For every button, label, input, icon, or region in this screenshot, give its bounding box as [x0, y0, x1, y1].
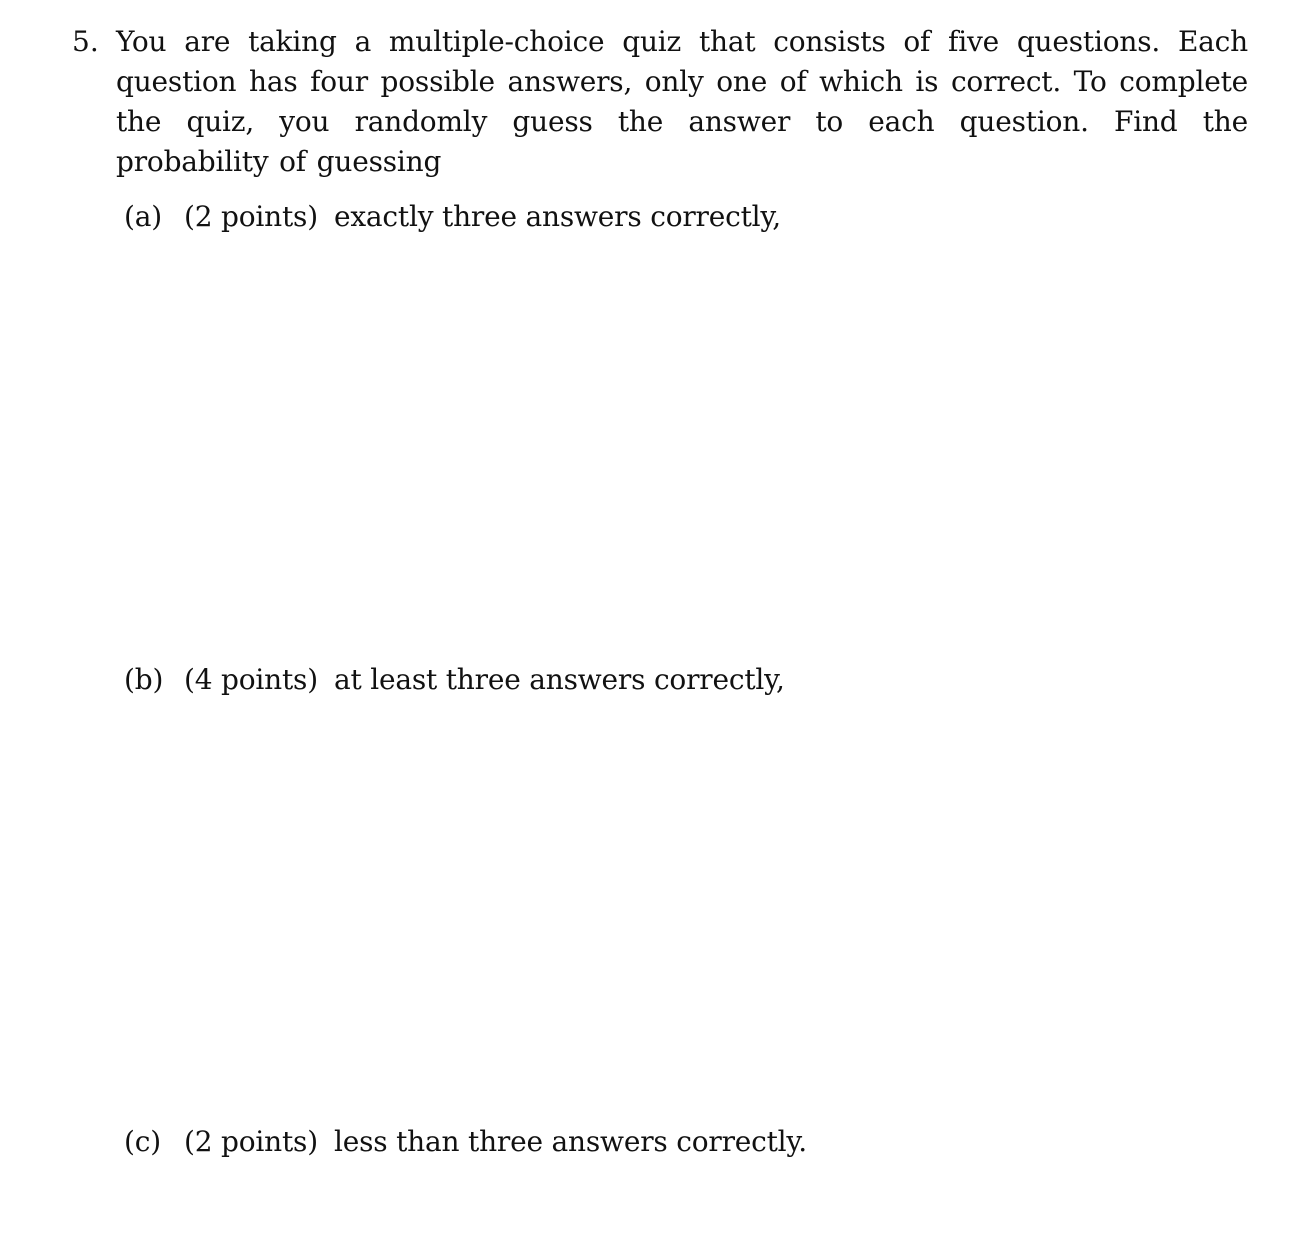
- part-b-text: at least three answers correctly,: [333, 663, 785, 696]
- part-b-points: (4 points): [184, 663, 318, 696]
- problem-5: [72, 22, 1248, 182]
- part-a-answer-space: [124, 245, 1244, 645]
- problem-number: 5.: [72, 25, 99, 58]
- part-a-text: exactly three answers correctly,: [333, 200, 781, 233]
- part-c-points: (2 points): [184, 1125, 318, 1158]
- part-c-label: (c): [124, 1125, 161, 1158]
- part-c: [124, 1122, 807, 1162]
- part-b-label: (b): [124, 663, 164, 696]
- part-a-points: (2 points): [184, 200, 318, 233]
- part-c-text: less than three answers correctly.: [333, 1125, 808, 1158]
- part-a: [124, 197, 781, 237]
- part-b-answer-space: [124, 708, 1244, 1108]
- part-a-label: (a): [124, 200, 162, 233]
- problem-statement: You are taking a multiple-choice quiz that consists of five questions. Each question has four possible answers, only one of which is correct. To complete the quiz, you randomly guess the answer to each question. Find the probability of guessing: [116, 25, 1248, 178]
- part-b: [124, 660, 785, 700]
